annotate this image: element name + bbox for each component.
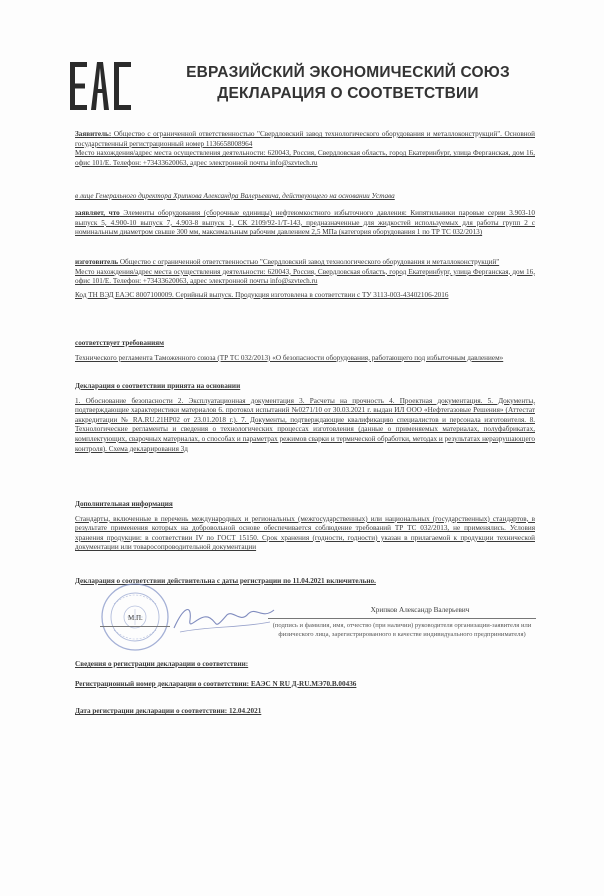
basis-section [75,382,535,454]
declares-text: Элементы оборудования (сборочные единицы) нефтеюмкостного избыточного давления: Кипятильники паровые серии 3.903-10 выпуск 5, 4.900-10 выпуск 7, 4.903-8 выпуск 1, СК 2109/92-1/Т-143, предназначенные для жидкостей используемых для работы групп 2 с номинальным диаметром свыше 300 мм, максимальным рабочим давлением 2,5 МПа (категория оборудования 1 по ТР ТС 032/2013) [75,209,535,237]
declares-section [75,209,535,238]
registration-date: Дата регистрации декларации о соответствии: 12.04.2021 [75,707,262,716]
registration-number: Регистрационный номер декларации о соответствии: ЕАЭС N RU Д-RU.МЭ70.В.00436 [75,679,357,688]
product-code: Код ТН ВЭД ЕАЭС 8007100009. Серийный выпуск. Продукция изготовлена в соответствии с ТУ 3113-003-43402106-2016 [75,290,449,299]
registration-heading: Сведения о регистрации декларации о соответствии: [75,660,249,668]
applicant-text: Общество с ограниченной ответственностью "Свердловский завод технологического оборудования и металлоконструкций". Основной государственный регистрационный номер 1136658008964 [75,130,535,148]
additional-text: Стандарты, включенные в перечень международных и региональных (межгосударственных) или национальных (государственных) стандартов, в результате применения которых на добровольной основе обеспечивается соблюдение требований ТР ТС 032/2013, не применялись. Условия хранения продукции: в соответствии IV по ГОСТ 15150. Срок хранения (годности, годности) указан в прилагаемой к продукции технической документации или товаросопроводительной документации [75,514,535,552]
manufacturer-text: Общество с ограниченной ответственностью "Свердловский завод технологического оборудования и металлоконструкций" [118,258,500,266]
basis-text: 1. Обоснование безопасности 2. Эксплуатационная документация 3. Расчеты на прочность 4. Проектная документация. 5. Документы, подтверждающие характеристики материалов 6. протокол испытаний №0271/10 от 30.03.2021 г. выдан ИЛ ООО «Нефтегазовые Решения» (Аттестат аккредитации № RA.RU.21НР02 от 23.01.2018 г.). 7. Документы, подтверждающие квалификацию специалистов и персонала изготовителя. 8. Технологические регламенты и сведения о технологических процессах изготовления (данные о применяемых материалах, полуфабрикатах, комплектующих, сварочных материалах, о способах и параметрах режимов сварки и термической обработки, методах и результатах неразрушающего контроля). Схема декларирования 3д [75,396,535,453]
signature-line [268,618,536,619]
applicant-section [75,130,535,168]
signature-caption: (подпись и фамилия, имя, отчество (при наличии) руководителя организации-заявителя или физического лица, зарегистрированного в качестве индивидуального предпринимателя) [272,622,532,638]
additional-section [75,500,535,553]
applicant-address: Место нахождения/адрес места осуществления деятельности: 620043, Россия, Свердловская область, город Екатеринбург, улица Ферганская, дом 16, офис 101/Е. Телефон: +73433620063, адрес электронной почты info@szvtech.ru [75,149,535,167]
union-title: ЕВРАЗИЙСКИЙ ЭКОНОМИЧЕСКИЙ СОЮЗ [186,64,510,81]
seal-line [100,626,170,627]
additional-label: Дополнительная информация [75,500,173,508]
signer-name: Хрипков Александр Валерьевич [370,606,470,614]
seal-placeholder: М.П. [128,614,143,622]
conforms-section [75,339,535,363]
representative-text: в лице Генерального директора Хрипкова Александра Валерьевича, действующего на основании Устава [75,192,395,200]
manufacturer-address: Место нахождения/адрес места осуществления деятельности: 620043, Россия, Свердловская область, город Екатеринбург, улица Ферганская, дом 16, офис 101/Е. Телефон: +73433620063, адрес электронной почты info@szvtech.ru [75,267,535,286]
applicant-label: Заявитель: [75,130,112,138]
declares-label: заявляет, что [75,209,120,217]
registration-section [75,660,535,717]
manufacturer-section [75,258,535,300]
basis-label: Декларация о соответствии принята на основании [75,382,241,390]
conforms-text: Технического регламента Таможенного союза (ТР ТС 032/2013) «О безопасности оборудования, работающего под избыточным давлением» [75,353,504,362]
validity-text: Декларация о соответствии действительна с даты регистрации по 11.04.2021 включительно. [75,577,376,585]
handwritten-signature-icon [170,598,280,638]
conforms-label: соответствует требованиям [75,339,165,347]
declaration-title: ДЕКЛАРАЦИЯ О СООТВЕТСТВИИ [217,85,479,102]
eac-logo-icon [70,62,132,110]
representative-section [75,192,535,202]
manufacturer-label: изготовитель [75,258,119,266]
document-header [148,64,548,103]
